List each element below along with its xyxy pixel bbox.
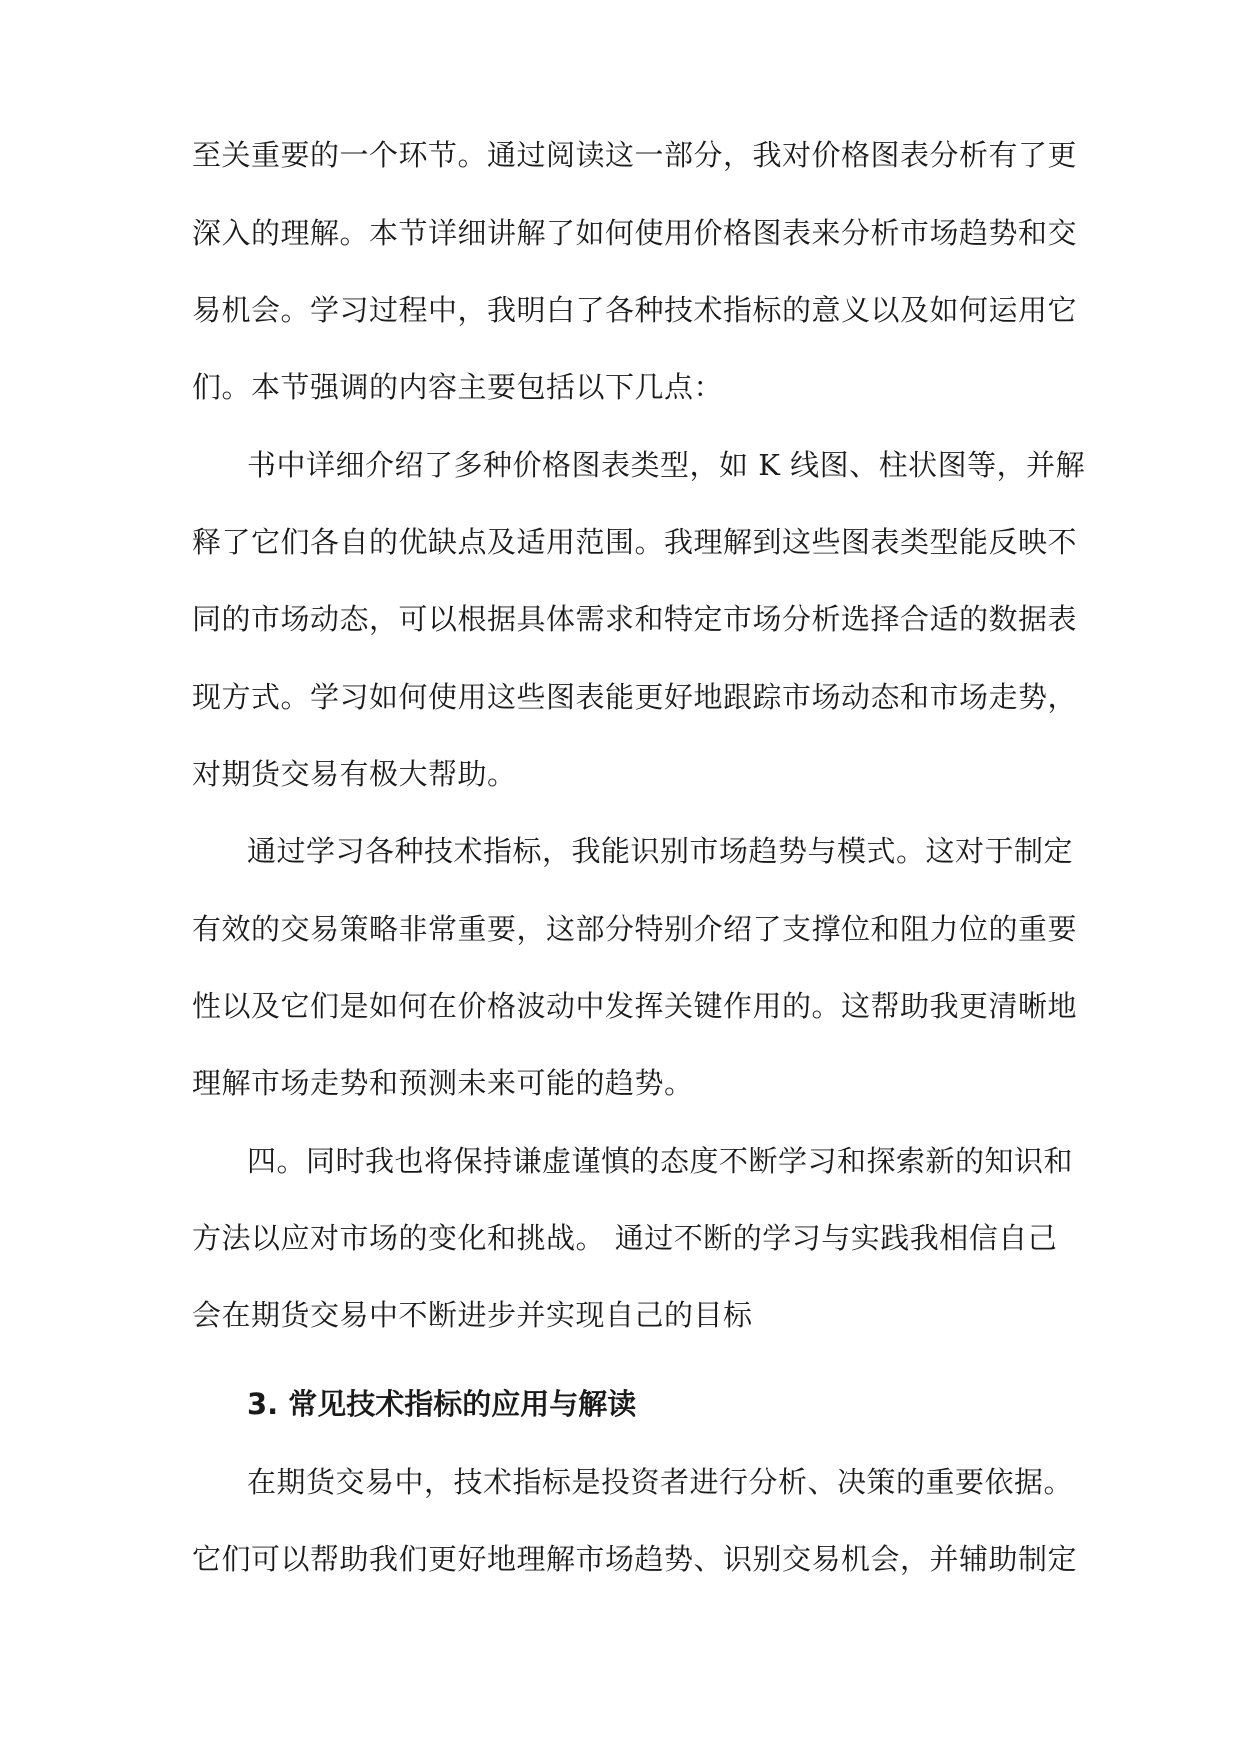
paragraph-2-line-4: 现方式。学习如何使用这些图表能更好地跟踪市场动态和市场走势， bbox=[192, 680, 1078, 714]
paragraph-4-line-3: 会在期货交易中不断进步并实现自己的目标 bbox=[192, 1298, 753, 1332]
paragraph-1-line-2: 深入的理解。本节详细讲解了如何使用价格图表来分析市场趋势和交 bbox=[192, 216, 1078, 250]
paragraph-1-line-4: 们。本节强调的内容主要包括以下几点： bbox=[192, 370, 724, 404]
paragraph-5-line-1: 在期货交易中，技术指标是投资者进行分析、决策的重要依据。 bbox=[247, 1465, 1074, 1499]
paragraph-2-line-3: 同的市场动态，可以根据具体需求和特定市场分析选择合适的数据表 bbox=[192, 602, 1078, 636]
paragraph-3-line-4: 理解市场走势和预测未来可能的趋势。 bbox=[192, 1066, 694, 1100]
paragraph-4-line-1: 四。同时我也将保持谦虚谨慎的态度不断学习和探索新的知识和 bbox=[247, 1144, 1074, 1178]
section-heading: 3. 常见技术指标的应用与解读 bbox=[247, 1387, 637, 1421]
paragraph-1-line-3: 易机会。学习过程中，我明白了各种技术指标的意义以及如何运用它 bbox=[192, 293, 1078, 327]
paragraph-3-line-3: 性以及它们是如何在价格波动中发挥关键作用的。这帮助我更清晰地 bbox=[192, 989, 1078, 1023]
paragraph-2-line-5: 对期货交易有极大帮助。 bbox=[192, 757, 517, 791]
paragraph-5-line-2: 它们可以帮助我们更好地理解市场趋势、识别交易机会，并辅助制定 bbox=[192, 1542, 1078, 1576]
paragraph-2-line-1: 书中详细介绍了多种价格图表类型，如 K 线图、柱状图等，并解 bbox=[247, 448, 1086, 482]
paragraph-4-line-2: 方法以应对市场的变化和挑战。 通过不断的学习与实践我相信自己 bbox=[192, 1221, 1058, 1255]
paragraph-3-line-1: 通过学习各种技术指标，我能识别市场趋势与模式。这对于制定 bbox=[247, 834, 1074, 868]
paragraph-2-line-2: 释了它们各自的优缺点及适用范围。我理解到这些图表类型能反映不 bbox=[192, 525, 1078, 559]
paragraph-3-line-2: 有效的交易策略非常重要，这部分特别介绍了支撑位和阻力位的重要 bbox=[192, 912, 1078, 946]
paragraph-1-line-1: 至关重要的一个环节。通过阅读这一部分，我对价格图表分析有了更 bbox=[192, 138, 1078, 172]
